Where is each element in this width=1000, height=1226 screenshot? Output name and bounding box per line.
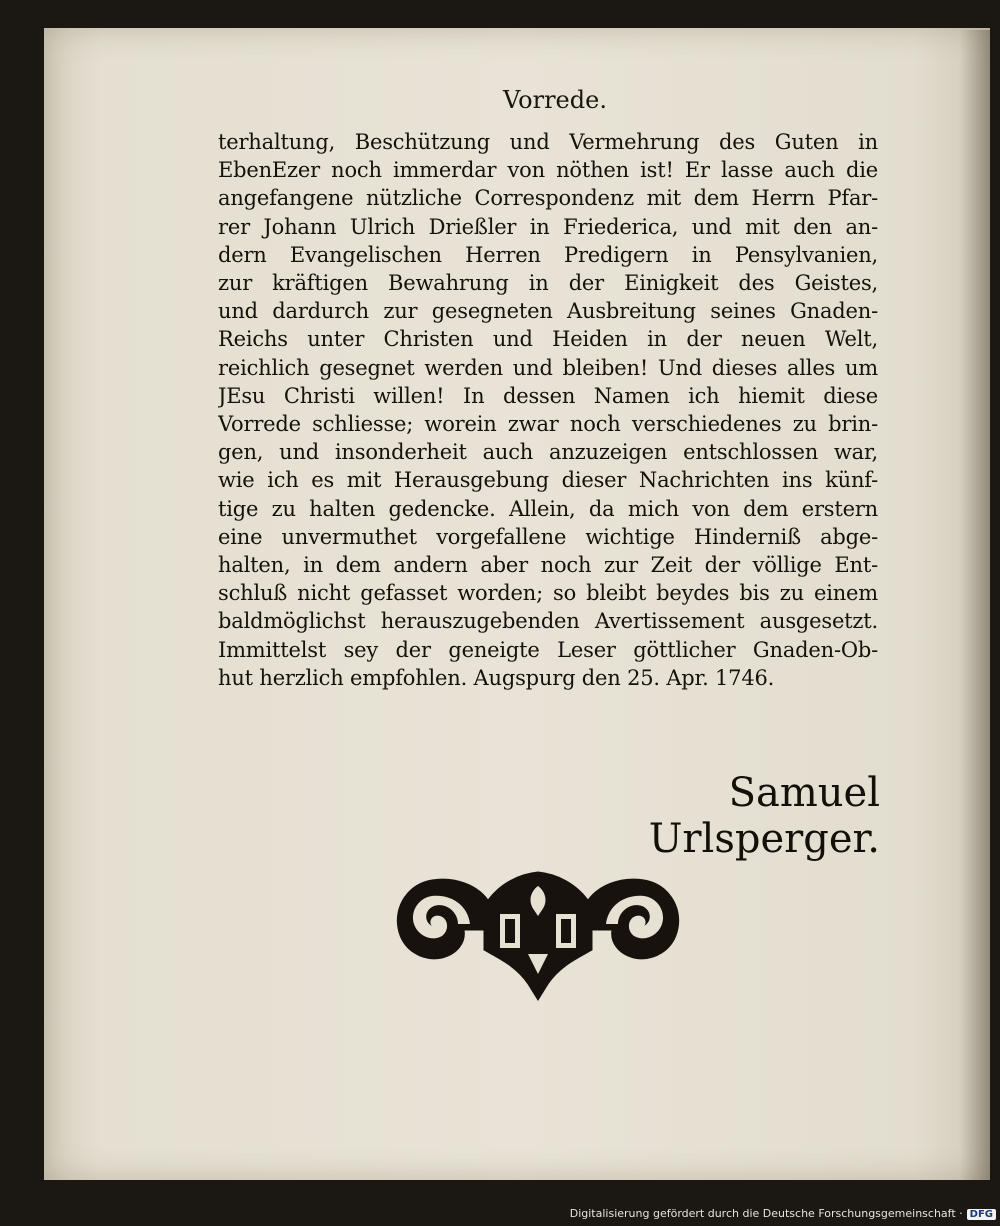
page-edge-shadow — [960, 30, 990, 1180]
text-line: zur kräftigen Bewahrung in der Einigkeit des Geistes, — [218, 271, 878, 296]
text-line: dern Evangelischen Herren Predigern in Pensylvanien, — [218, 242, 878, 267]
text-line: EbenEzer noch immerdar von nöthen ist! Er lasse auch die — [218, 158, 878, 183]
text-line: gen, und insonderheit auch anzuzeigen entschlossen war, — [218, 440, 878, 465]
text-line: rer Johann Ulrich Drießler in Friederica, und mit den an- — [218, 214, 878, 239]
text-line: Immittelst sey der geneigte Leser göttlicher Gnaden-Ob- — [218, 637, 878, 662]
text-line: tige zu halten gedencke. Allein, da mich von dem erstern — [218, 496, 878, 521]
text-line: Vorrede schliesse; worein zwar noch verschiedenes zu brin- — [218, 412, 878, 437]
signature: Samuel Urlsperger. — [648, 770, 880, 862]
text-line: und dardurch zur gesegneten Ausbreitung seines Gnaden- — [218, 299, 878, 324]
text-line: angefangene nützliche Correspondenz mit dem Herrn Pfar- — [218, 186, 878, 211]
ornament-vignette — [388, 862, 688, 1002]
text-line: halten, in dem andern aber noch zur Zeit der völlige Ent- — [218, 553, 878, 578]
body-text — [218, 128, 878, 692]
digitization-credit — [0, 1207, 996, 1220]
text-line: Reichs unter Christen und Heiden in der neuen Welt, — [218, 327, 878, 352]
dfg-logo: DFG — [967, 1209, 996, 1220]
text-line: JEsu Christi willen! In dessen Namen ich hiemit diese — [218, 383, 878, 408]
credit-text: Digitalisierung gefördert durch die Deutsche Forschungsgemeinschaft · — [569, 1207, 963, 1220]
text-line: eine unvermuthet vorgefallene wichtige Hinderniß abge- — [218, 524, 878, 549]
running-head: Vorrede. — [503, 86, 607, 114]
text-line: baldmöglichst herauszugebenden Avertissement ausgesetzt. — [218, 609, 878, 634]
text-line: schluß nicht gefasset worden; so bleibt beydes bis zu einem — [218, 581, 878, 606]
text-line: wie ich es mit Herausgebung dieser Nachrichten ins künf- — [218, 468, 878, 493]
text-line: hut herzlich empfohlen. Augspurg den 25. Apr. 1746. — [218, 665, 775, 690]
text-line: terhaltung, Beschützung und Vermehrung des Guten in — [218, 130, 878, 154]
text-line: reichlich gesegnet werden und bleiben! Und dieses alles um — [218, 355, 878, 380]
